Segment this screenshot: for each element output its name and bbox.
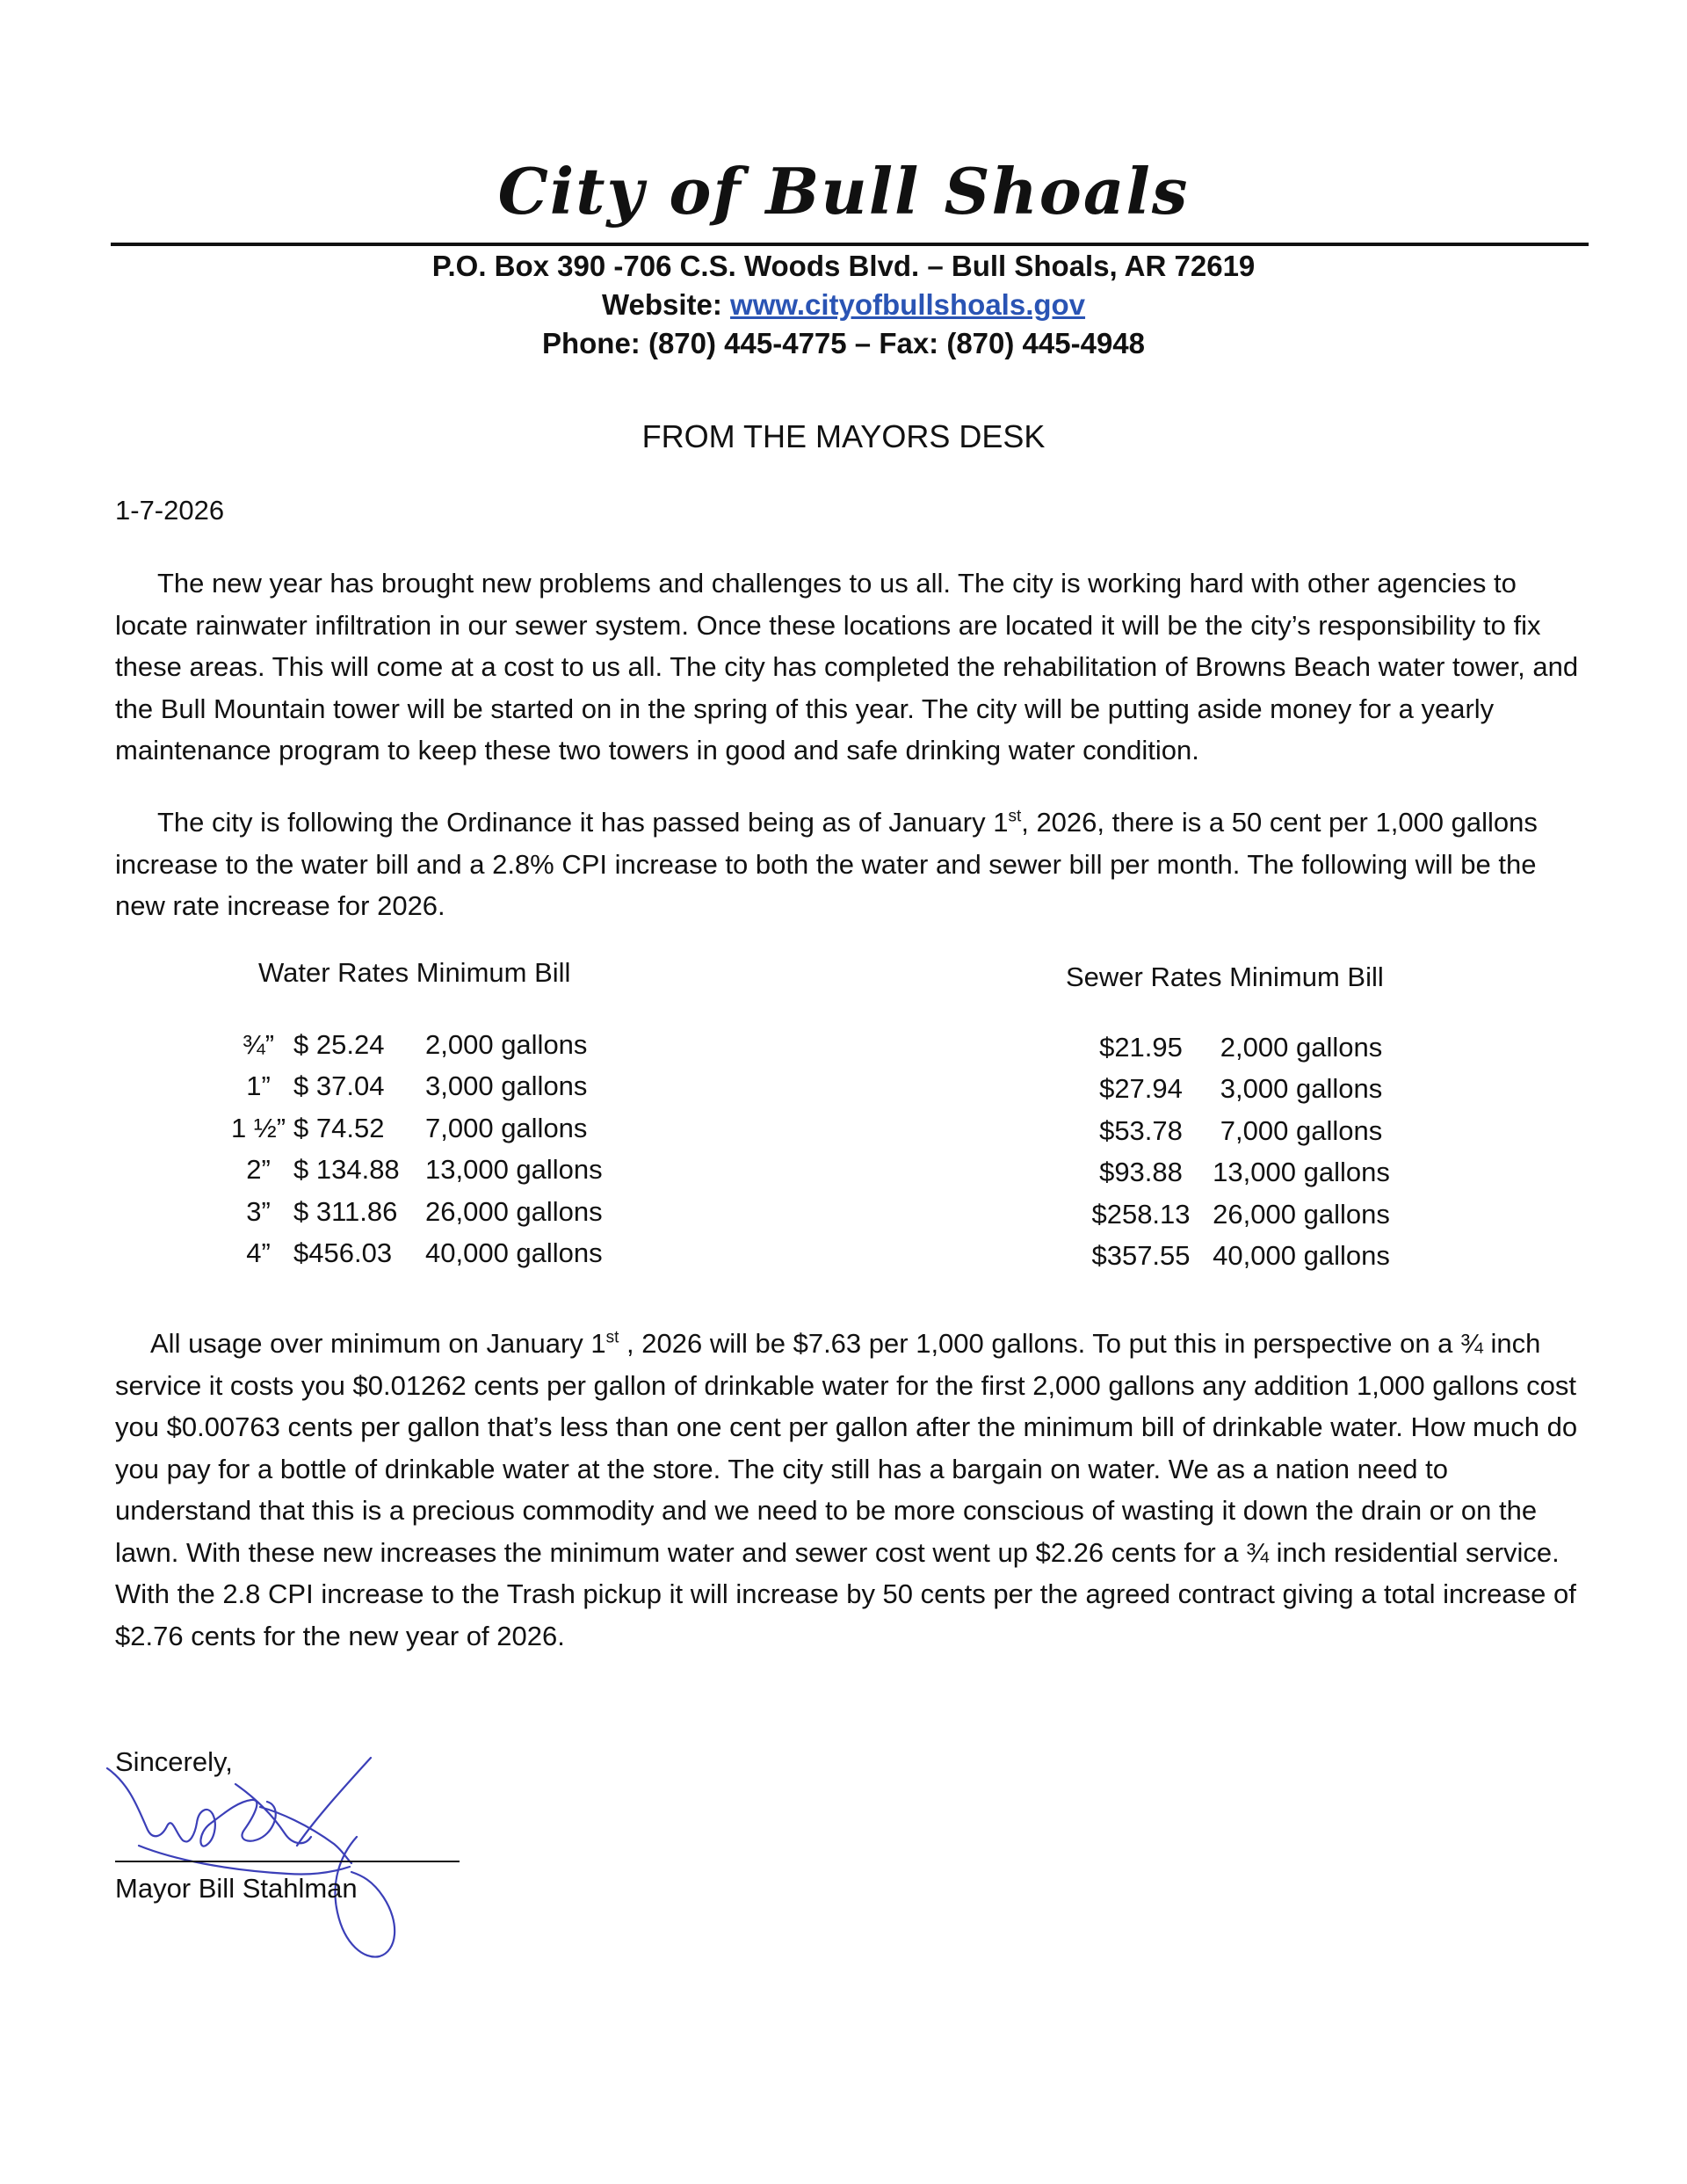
sewer-rate-gallons: 13,000 gallons bbox=[1213, 1157, 1390, 1188]
sewer-rate-row bbox=[1077, 1152, 1398, 1194]
water-rate-price: $456.03 bbox=[293, 1237, 393, 1269]
paragraph-3-text: All usage over minimum on January 1st , 2026 will be $7.63 per 1,000 gallons. To put this in perspective on a ¾ inch service it costs you $0.01262 cents per gallon of drinkable water for the first 2,000 gallons any addition 1,000 gallons cost you $0.00763 cents per gallon that’s less than one cent per gallon after the minimum bill of drinkable water. How much do you pay for a bottle of drinkable water at the store. The city still has a bargain on water. We as a nation need to understand that this is a precious commodity and we need to be more conscious of wasting it down the drain or on the lawn. With these new increases the minimum water and sewer cost went up $2.26 cents for a ¾ inch residential service. With the 2.8 CPI increase to the Trash pickup it will increase by 50 cents per the agreed contract giving a total increase of $2.76 cents for the new year of 2026. bbox=[115, 1328, 1578, 1651]
usage-paragraph bbox=[115, 1323, 1584, 1657]
sewer-rate-gallons: 40,000 gallons bbox=[1213, 1240, 1390, 1272]
water-rate-gallons: 13,000 gallons bbox=[425, 1154, 603, 1186]
closing-salutation: Sincerely, bbox=[115, 1746, 233, 1777]
sewer-rate-price: $21.95 bbox=[1099, 1031, 1183, 1063]
sewer-rate-row bbox=[1077, 1194, 1398, 1236]
water-rate-gallons: 40,000 gallons bbox=[425, 1237, 603, 1269]
sewer-rates-title: Sewer Rates Minimum Bill bbox=[1066, 961, 1384, 992]
water-rate-gallons: 7,000 gallons bbox=[425, 1112, 588, 1143]
sewer-rate-price: $27.94 bbox=[1099, 1073, 1183, 1105]
letter-date: 1-7-2026 bbox=[115, 495, 225, 526]
sewer-rate-row bbox=[1077, 1236, 1398, 1278]
sewer-rate-price: $93.88 bbox=[1099, 1157, 1183, 1188]
handwritten-signature bbox=[104, 1749, 473, 1977]
paragraph-1-text: The new year has brought new problems and challenges to us all. The city is working hard with other agencies to locate rainwater infiltration in our sewer system. Once these locations are located it will be the city’s responsibility to fix these areas. This will come at a cost to us all. The city has completed the rehabilitation of Browns Beach water tower, and the Bull Mountain tower will be started on in the spring of this year. The city will be putting aside money for a yearly maintenance program to keep these two towers in good and safe drinking water condition. bbox=[115, 568, 1579, 765]
water-rate-size: 2” bbox=[246, 1154, 271, 1186]
ordinance-paragraph bbox=[115, 802, 1584, 927]
intro-paragraph bbox=[115, 562, 1584, 772]
water-rate-size: 1 ½” bbox=[230, 1112, 286, 1143]
sewer-rate-gallons: 2,000 gallons bbox=[1220, 1031, 1383, 1063]
phone-fax-line: Phone: (870) 445-4775 – Fax: (870) 445-4948 bbox=[541, 327, 1146, 359]
water-rate-gallons: 3,000 gallons bbox=[425, 1070, 588, 1102]
city-logo-title: City of Bull Shoals bbox=[497, 154, 1190, 229]
water-rate-row bbox=[223, 1150, 619, 1192]
water-rate-row bbox=[223, 1024, 619, 1066]
water-rate-price: $ 37.04 bbox=[293, 1070, 385, 1102]
sewer-rate-price: $357.55 bbox=[1091, 1240, 1191, 1272]
website-link[interactable]: www.cityofbullshoals.gov bbox=[730, 288, 1086, 321]
sewer-rate-price: $53.78 bbox=[1099, 1114, 1183, 1146]
water-rate-price: $ 74.52 bbox=[293, 1112, 385, 1143]
website-line bbox=[0, 288, 1687, 322]
water-rate-size: 1” bbox=[246, 1070, 271, 1102]
water-rates-table bbox=[223, 1024, 619, 1274]
page-title: FROM THE MAYORS DESK bbox=[641, 418, 1046, 454]
paragraph-2-text: The city is following the Ordinance it has passed being as of January 1st, 2026, there is a 50 cent per 1,000 gallons increase to the water bill and a 2.8% CPI increase to both the water and sewer bill per month. The following will be the new rate increase for 2026. bbox=[115, 807, 1538, 921]
website-label: Website: bbox=[601, 288, 722, 321]
water-rate-size: 3” bbox=[246, 1195, 271, 1227]
water-rates-title: Water Rates Minimum Bill bbox=[258, 957, 571, 988]
header-divider bbox=[111, 243, 1589, 246]
water-rate-gallons: 2,000 gallons bbox=[425, 1028, 588, 1060]
water-rate-price: $ 25.24 bbox=[293, 1028, 385, 1060]
address-line: P.O. Box 390 -706 C.S. Woods Blvd. – Bull Shoals, AR 72619 bbox=[431, 250, 1256, 282]
water-rate-row bbox=[223, 1191, 619, 1233]
water-rate-row bbox=[223, 1066, 619, 1108]
sewer-rate-row bbox=[1077, 1110, 1398, 1152]
sewer-rate-gallons: 3,000 gallons bbox=[1220, 1073, 1383, 1105]
signer-name: Mayor Bill Stahlman bbox=[115, 1873, 358, 1904]
water-rate-row bbox=[223, 1233, 619, 1275]
water-rate-size: 4” bbox=[246, 1237, 271, 1269]
sewer-rate-row bbox=[1077, 1027, 1398, 1069]
water-rate-price: $ 134.88 bbox=[293, 1154, 400, 1186]
sewer-rate-gallons: 7,000 gallons bbox=[1220, 1114, 1383, 1146]
sewer-rate-gallons: 26,000 gallons bbox=[1213, 1198, 1390, 1230]
water-rate-size: ¾” bbox=[242, 1028, 275, 1060]
water-rate-price: $ 311.86 bbox=[293, 1195, 398, 1227]
water-rate-row bbox=[223, 1107, 619, 1150]
sewer-rate-price: $258.13 bbox=[1091, 1198, 1191, 1230]
sewer-rate-row bbox=[1077, 1069, 1398, 1111]
sewer-rates-table bbox=[1077, 1027, 1398, 1277]
signature-line bbox=[115, 1861, 460, 1862]
water-rate-gallons: 26,000 gallons bbox=[425, 1195, 603, 1227]
